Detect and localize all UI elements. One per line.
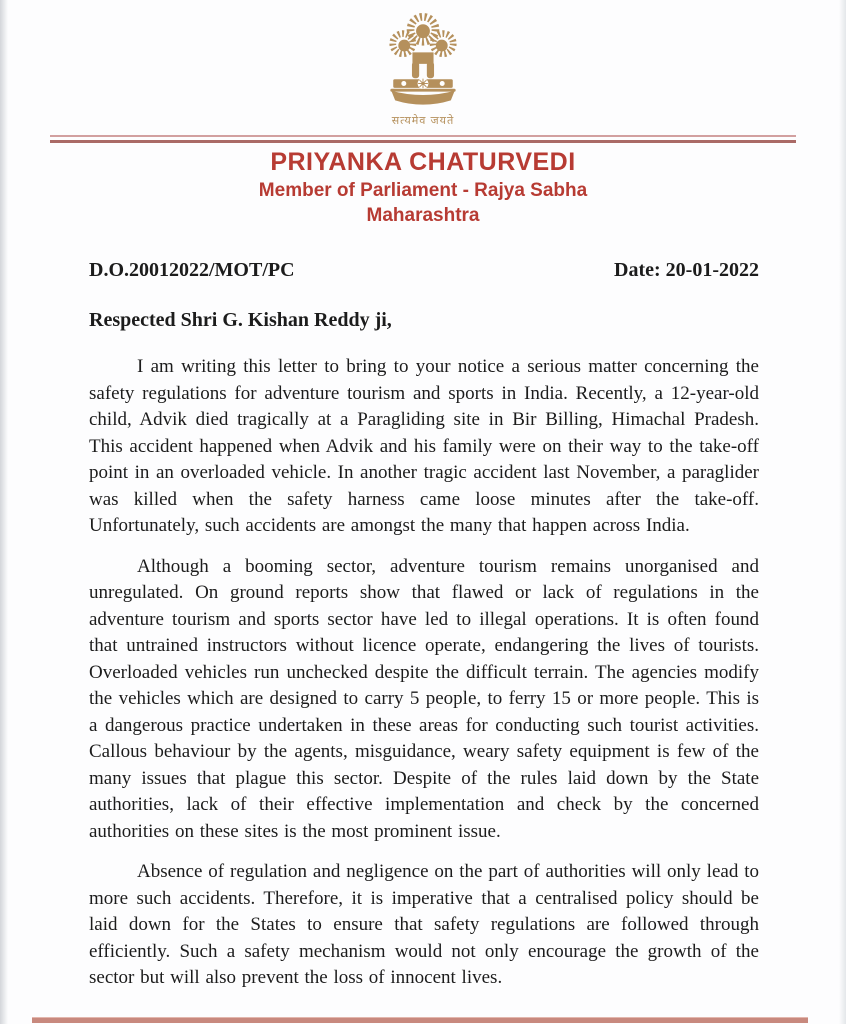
mp-name: PRIYANKA CHATURVEDI bbox=[270, 148, 576, 176]
letter-date: Date: 20-01-2022 bbox=[614, 259, 759, 281]
mp-title: Member of Parliament - Rajya Sabha bbox=[258, 180, 588, 201]
emblem-motto: सत्यमेव जयते bbox=[391, 115, 455, 127]
salutation: Respected Shri G. Kishan Reddy ji, bbox=[89, 309, 392, 331]
paragraph-1: I am writing this letter to bring to your notice a serious matter concerning the safety regulations for adventure tourism and sports in India. Recently, a 12-year-old child, Advik died tragically at a Paragliding site in Bir Billing, Himachal Pradesh. This accident happened when Advik and his family were on their way to the take-off point in an overloaded vehicle. In another tragic accident last November, a paraglider was killed when the safety harness came loose minutes after the take-off. Unfortunately, such accidents are amongst the many that happen across India. bbox=[89, 356, 759, 536]
mp-region: Maharashtra bbox=[366, 205, 480, 226]
photo-edge-left bbox=[0, 0, 8, 1024]
footer-rule bbox=[32, 1017, 808, 1023]
letterhead-divider bbox=[50, 135, 796, 143]
letter-content bbox=[87, 258, 759, 992]
national-emblem-icon bbox=[0, 8, 846, 128]
letter-paragraphs bbox=[89, 354, 759, 992]
paragraph-2: Although a booming sector, adventure tourism remains unorganised and unregulated. On ground reports show that flawed or lack of regulations in the adventure tourism and sports sector have led to illegal operations. It is often found that untrained instructors without licence operate, endangering the lives of tourists. Overloaded vehicles run unchecked despite the difficult terrain. The agencies modify the vehicles which are designed to carry 5 people, to ferry 15 or more people. This is a dangerous practice undertaken in these areas for conducting such tourist activities. Callous behaviour by the agents, misguidance, weary safety equipment is few of the many issues that plague this sector. Despite of the rules laid down by the State authorities, lack of their effective implementation and check by the concerned authorities on these sites is the most prominent issue. bbox=[89, 555, 759, 842]
reference-number: D.O.20012022/MOT/PC bbox=[89, 259, 295, 281]
document-meta-row bbox=[89, 258, 759, 282]
photo-edge-right bbox=[839, 0, 846, 1024]
paragraph-3: Absence of regulation and negligence on the part of authorities will only lead to more such accidents. Therefore, it is imperative that a centralised policy should be laid down for the States to ensure that safety regulations are followed through efficiently. Such a safety mechanism would not only encourage the growth of the sector but will also prevent the loss of innocent lives. bbox=[89, 861, 759, 988]
letterhead bbox=[0, 0, 846, 228]
